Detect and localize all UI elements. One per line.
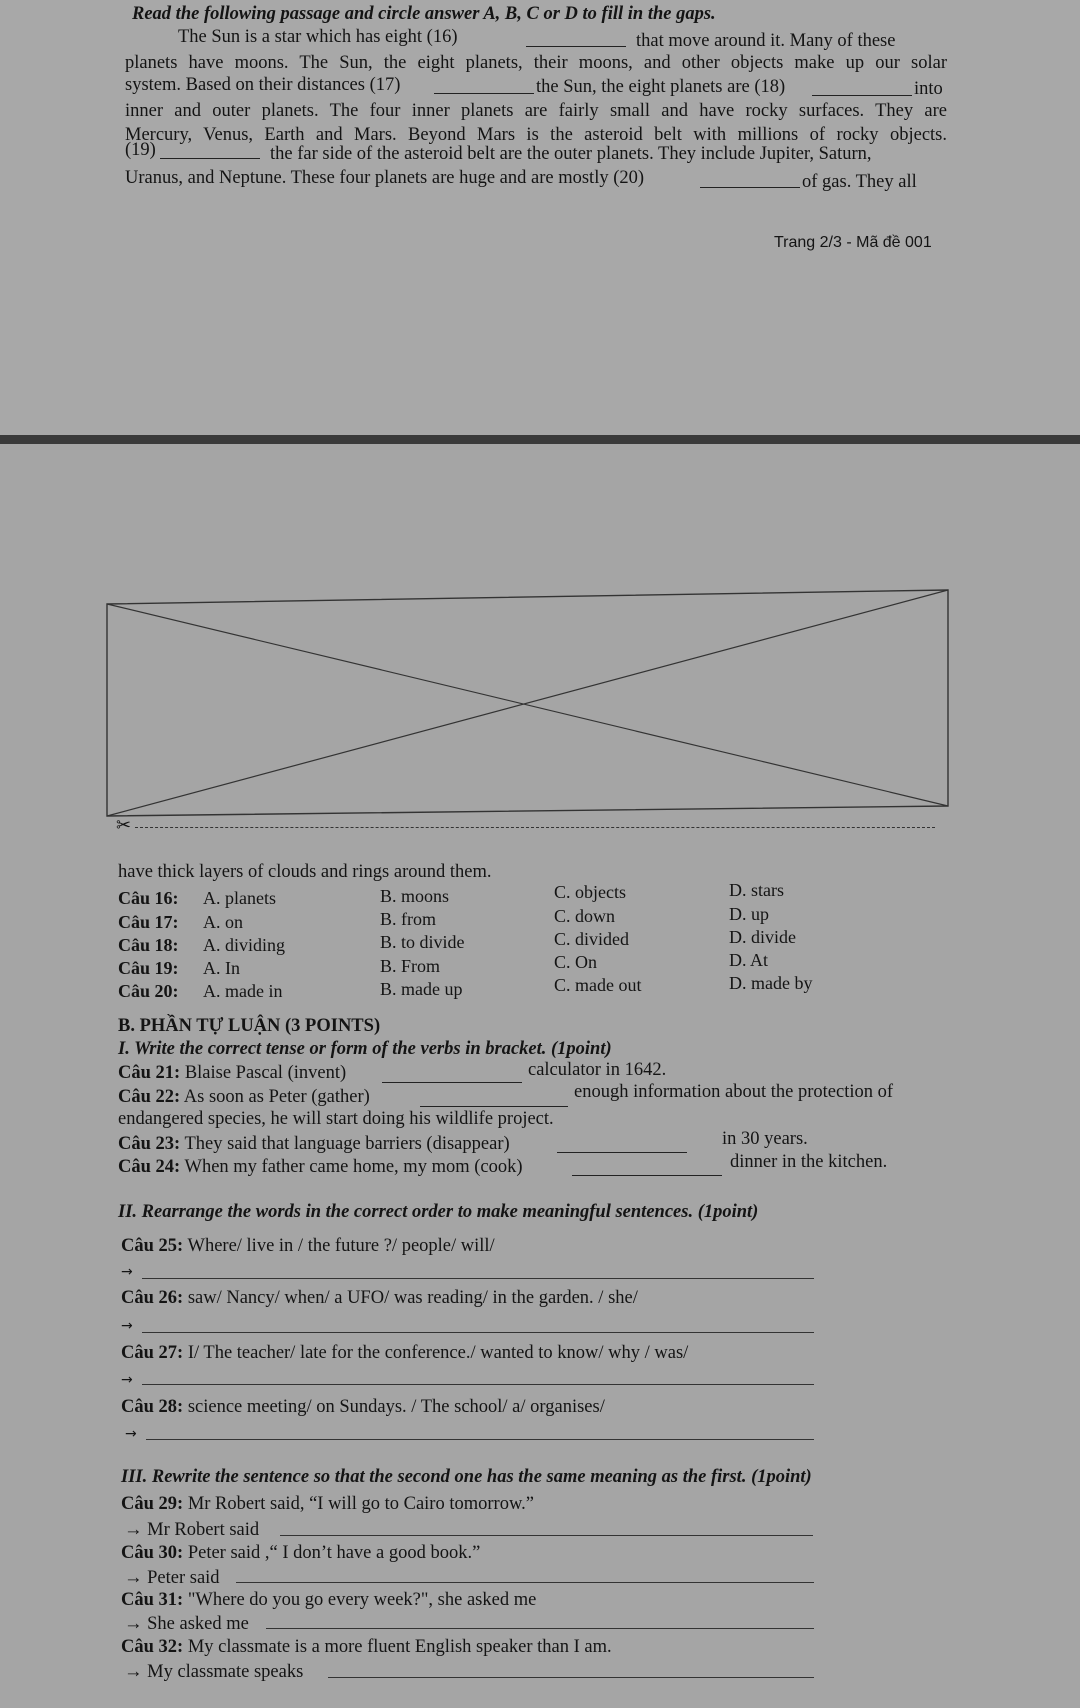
q17-option-a[interactable]: A. on [203, 912, 243, 932]
q20-option-b[interactable]: B. made up [380, 979, 463, 999]
passage-line-5: Mercury, Venus, Earth and Mars. Beyond Mars is the asteroid belt with millions of rocky objects. [125, 125, 947, 145]
passage-continuation: have thick layers of clouds and rings around them. [118, 862, 492, 882]
passage-line-6a: (19) [125, 140, 156, 160]
q29-answer-line[interactable] [280, 1535, 813, 1536]
passage-line-1b: that move around it. Many of these [636, 31, 896, 51]
q22-text-cont: endangered species, he will start doing his wildlife project. [118, 1109, 554, 1129]
q19-option-c[interactable]: C. On [554, 952, 598, 972]
passage-line-7a: Uranus, and Neptune. These four planets are huge and are mostly (20) [125, 168, 645, 188]
q24-blank[interactable] [572, 1161, 722, 1176]
page-separator [0, 435, 1080, 444]
part2-heading: II. Rearrange the words in the correct order to make meaningful sentences. (1point) [118, 1202, 759, 1222]
q21-text-end: calculator in 1642. [528, 1060, 667, 1080]
crossed-out-box [106, 588, 950, 818]
q26-arrow-icon: → [121, 1318, 133, 1334]
passage-line-3b: the Sun, the eight planets are (18) [536, 77, 786, 97]
q23-blank[interactable] [557, 1138, 687, 1153]
section-b-title: B. PHẦN TỰ LUẬN (3 POINTS) [118, 1016, 381, 1036]
gap-19 [160, 144, 260, 159]
q19-option-d[interactable]: D. At [729, 950, 769, 970]
q18-option-c[interactable]: C. divided [554, 929, 629, 949]
q16-option-b[interactable]: B. moons [380, 886, 450, 906]
q19-option-b[interactable]: B. From [380, 956, 441, 976]
q16-option-a[interactable]: A. planets [203, 888, 276, 908]
q19-label: Câu 19: [118, 958, 179, 978]
q27-label: Câu 27: [121, 1343, 184, 1363]
q17-label: Câu 17: [118, 912, 179, 932]
q16-option-c[interactable]: C. objects [554, 882, 626, 902]
q25-text: Where/ live in / the future ?/ people/ will/ [187, 1236, 495, 1256]
q23-text: They said that language barriers (disappear) [184, 1134, 510, 1154]
passage-line-3c: into [914, 79, 943, 99]
q22-label: Câu 22: [118, 1087, 181, 1107]
part3-heading: III. Rewrite the sentence so that the second one has the same meaning as the first. (1point) [121, 1467, 812, 1487]
q29-answer-prefix: → Mr Robert said [124, 1520, 260, 1540]
q25-label: Câu 25: [121, 1236, 184, 1256]
gap-18 [812, 81, 912, 96]
q32-text: My classmate is a more fluent English speaker than I am. [187, 1637, 612, 1657]
q26-label: Câu 26: [121, 1288, 184, 1308]
q19-option-a[interactable]: A. In [203, 958, 240, 978]
q17-option-c[interactable]: C. down [554, 906, 616, 926]
q23-text-end: in 30 years. [722, 1129, 808, 1149]
q28-arrow-icon: → [125, 1426, 137, 1442]
q27-text: I/ The teacher/ late for the conference./ wanted to know/ why / was/ [187, 1343, 689, 1363]
passage-line-4: inner and outer planets. The four inner planets are fairly small and have rocky surfaces. They are [125, 101, 947, 121]
q18-option-a[interactable]: A. dividing [203, 935, 286, 955]
q29-label: Câu 29: [121, 1494, 184, 1514]
gap-16 [526, 32, 626, 47]
q30-answer-line[interactable] [236, 1582, 814, 1583]
q24-text: When my father came home, my mom (cook) [184, 1157, 523, 1177]
q29-text: Mr Robert said, “I will go to Cairo tomorrow.” [187, 1494, 534, 1514]
q26-text: saw/ Nancy/ when/ a UFO/ was reading/ in the garden. / she/ [187, 1288, 638, 1308]
q17-option-d[interactable]: D. up [729, 904, 769, 924]
q17-option-b[interactable]: B. from [380, 909, 436, 929]
q27-answer-line[interactable] [142, 1384, 814, 1385]
part1-heading: I. Write the correct tense or form of the verbs in bracket. (1point) [118, 1039, 612, 1059]
gap-17 [434, 79, 534, 94]
q16-option-d[interactable]: D. stars [729, 880, 784, 900]
q28-text: science meeting/ on Sundays. / The school/ a/ organises/ [187, 1397, 605, 1417]
q20-option-c[interactable]: C. made out [554, 975, 642, 995]
q21-text: Blaise Pascal (invent) [184, 1063, 347, 1083]
cut-line [135, 827, 935, 828]
page-footer: Trang 2/3 - Mã đề 001 [774, 234, 932, 251]
q30-label: Câu 30: [121, 1543, 184, 1563]
q24-text-end: dinner in the kitchen. [730, 1152, 888, 1172]
q26-answer-line[interactable] [142, 1332, 814, 1333]
q32-answer-prefix: → My classmate speaks [124, 1662, 304, 1682]
q24-label: Câu 24: [118, 1157, 181, 1177]
q20-option-d[interactable]: D. made by [729, 973, 813, 993]
q32-answer-line[interactable] [328, 1677, 814, 1678]
scissors-icon: ✂ [116, 815, 132, 836]
q21-label: Câu 21: [118, 1063, 181, 1083]
q20-option-a[interactable]: A. made in [203, 981, 283, 1001]
q28-answer-line[interactable] [146, 1439, 814, 1440]
q31-answer-line[interactable] [266, 1628, 814, 1629]
passage-line-7b: of gas. They all [802, 172, 917, 192]
passage-line-2: planets have moons. The Sun, the eight planets, their moons, and other objects make up our solar [125, 53, 947, 73]
q23-label: Câu 23: [118, 1134, 181, 1154]
q30-text: Peter said ,“ I don’t have a good book.” [187, 1543, 481, 1563]
q31-answer-prefix: → She asked me [124, 1614, 249, 1634]
q18-option-b[interactable]: B. to divide [380, 932, 465, 952]
q28-label: Câu 28: [121, 1397, 184, 1417]
q32-label: Câu 32: [121, 1637, 184, 1657]
q25-answer-line[interactable] [142, 1278, 814, 1279]
q27-arrow-icon: → [121, 1372, 133, 1388]
q21-blank[interactable] [382, 1068, 522, 1083]
q31-label: Câu 31: [121, 1590, 184, 1610]
passage-line-1a: The Sun is a star which has eight (16) [178, 27, 458, 47]
q20-label: Câu 20: [118, 981, 179, 1001]
q22-blank[interactable] [420, 1092, 568, 1107]
q30-answer-prefix: → Peter said [124, 1568, 220, 1588]
passage-line-3a: system. Based on their distances (17) [125, 75, 401, 95]
q22-text: As soon as Peter (gather) [183, 1087, 370, 1107]
passage-instruction: Read the following passage and circle answer A, B, C or D to fill in the gaps. [132, 4, 716, 24]
q18-option-d[interactable]: D. divide [729, 927, 796, 947]
q16-label: Câu 16: [118, 888, 179, 908]
gap-20 [700, 173, 800, 188]
q18-label: Câu 18: [118, 935, 179, 955]
passage-line-6b: the far side of the asteroid belt are the outer planets. They include Jupiter, Saturn, [270, 144, 872, 164]
q31-text: "Where do you go every week?", she asked me [187, 1590, 537, 1610]
q25-arrow-icon: → [121, 1264, 133, 1280]
q22-text-end: enough information about the protection of [574, 1082, 894, 1102]
